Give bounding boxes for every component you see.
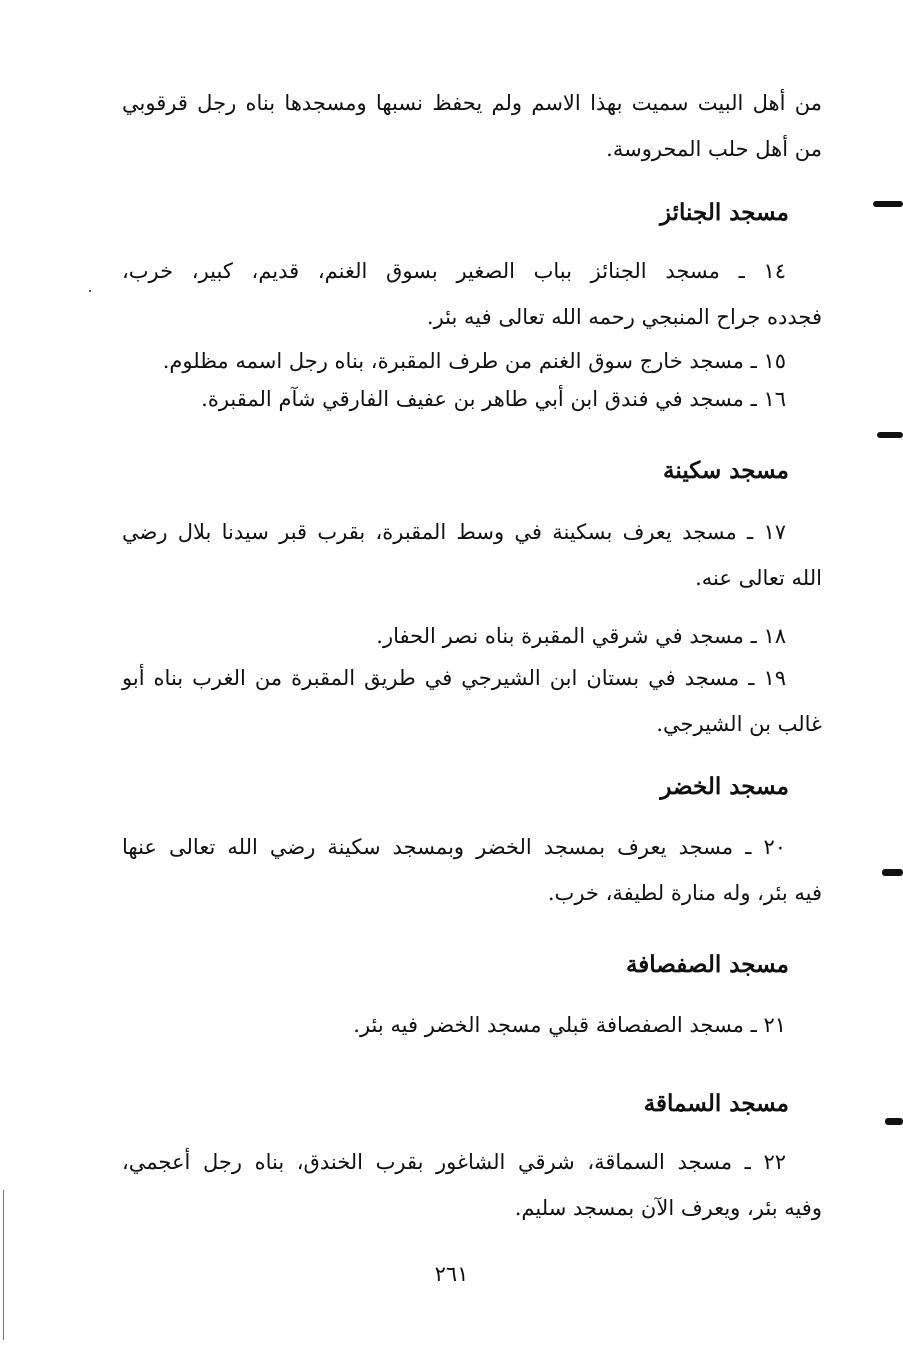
entry-line: ١٩ ـ مسجد في بستان ابن الشيرجي في طريق المقبرة من الغرب بناه أبو: [122, 666, 786, 690]
entry-line: وفيه بئر، ويعرف الآن بمسجد سليم.: [514, 1196, 822, 1220]
entry-line: فيه بئر، وله منارة لطيفة، خرب.: [547, 881, 822, 905]
entry-line: ١٨ ـ مسجد في شرقي المقبرة بناه نصر الحفار.: [376, 624, 786, 648]
entry-line: ١٦ ـ مسجد في فندق ابن أبي طاهر بن عفيف الفارقي شآم المقبرة.: [201, 387, 786, 411]
section-heading: مسجد الخضر: [660, 773, 789, 800]
section-entries: [122, 1139, 822, 1231]
margin-mark: [89, 290, 91, 292]
section-heading: مسجد السماقة: [643, 1090, 789, 1117]
page-number: ٢٦١: [434, 1262, 469, 1286]
entry-line: ١٥ ـ مسجد خارج سوق الغنم من طرف المقبرة، بناه رجل اسمه مظلوم.: [162, 349, 786, 373]
entry-line: ٢١ ـ مسجد الصفصافة قبلي مسجد الخضر فيه بئر.: [353, 1013, 786, 1037]
margin-mark: [3, 1190, 4, 1340]
section-heading: مسجد سكينة: [663, 457, 789, 484]
margin-mark: [882, 869, 903, 876]
section-heading: مسجد الصفصافة: [625, 951, 789, 978]
margin-mark: [873, 201, 903, 207]
section-entries: [122, 248, 822, 422]
section-heading: مسجد الجنائز: [659, 199, 789, 226]
section-entries: [122, 824, 822, 916]
section-entries: [122, 509, 822, 747]
text-line: من أهل البيت سميت بهذا الاسم ولم يحفظ نسبها ومسجدها بناه رجل قرقوبي: [122, 91, 822, 115]
entry-line: فجدده جراح المنبجي رحمه الله تعالى فيه بئر.: [426, 305, 822, 329]
margin-mark: [885, 1118, 903, 1125]
entry-line: ٢٠ ـ مسجد يعرف بمسجد الخضر وبمسجد سكينة رضي الله تعالى عنها: [122, 835, 786, 859]
entry-line: ٢٢ ـ مسجد السماقة، شرقي الشاغور بقرب الخندق، بناه رجل أعجمي،: [122, 1150, 786, 1174]
entry-line: ١٧ ـ مسجد يعرف بسكينة في وسط المقبرة، بقرب قبر سيدنا بلال رضي: [122, 520, 786, 544]
intro-paragraph: [122, 80, 822, 172]
text-line: من أهل حلب المحروسة.: [606, 137, 822, 161]
section-entries: [122, 1002, 822, 1048]
entry-line: ١٤ ـ مسجد الجنائز بباب الصغير بسوق الغنم، قديم، كبير، خرب،: [122, 259, 786, 283]
margin-mark: [877, 432, 903, 438]
entry-line: غالب بن الشيرجي.: [656, 712, 822, 736]
entry-line: الله تعالى عنه.: [695, 566, 822, 590]
